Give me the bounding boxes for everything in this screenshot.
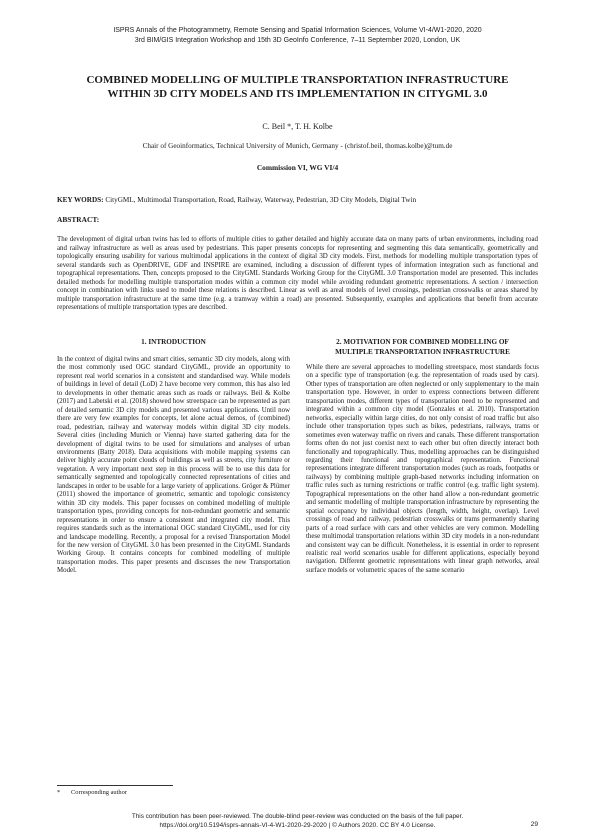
footnote-divider <box>57 785 173 786</box>
header-journal-line: ISPRS Annals of the Photogrammetry, Remote Sensing and Spatial Information Sciences, Volume VI-4/W1-2020, 2020 <box>113 27 482 34</box>
left-column <box>57 338 290 576</box>
keywords-label: KEY WORDS: <box>57 196 104 204</box>
footnote-marker: * <box>57 789 61 796</box>
abstract-text: The development of digital urban twins has led to efforts of multiple cities to gather detailed and highly accurate data on many parts of urban environments, including road and railway infrastructure as well as areas used by pedestrians. This paper presents concepts for representing and segmenting this data semantically, geometrically and topologically ensuring usability for various multimodal applications in the context of digital 3D city models. First, methods for modelling multiple transportation types of several standards such as OpenDRIVE, GDF and INSPIRE are examined, including a discussion of different types of information integration such as functional and topographical representations. Then, concepts proposed to the CityGML Standards Working Group for the CityGML 3.0 Transportation model are presented. This includes detailed methods for modelling multiple transportation modes within a common city model while avoiding redundant geometric representations. A section / intersection concept in combination with links used to model these relations is described. Linear as well as areal models of level crossings, pedestrian crosswalks or areas shared by multiple transportation infrastructure at the same time (e.g. a tramway within a road) are presented. Subsequently, examples and applications that benefit from accurate representations of multiple transportation types are described. <box>57 236 538 311</box>
right-column <box>306 338 539 575</box>
header-conference-line: 3rd BIM/GIS Integration Workshop and 15th 3D GeoInfo Conference, 7–11 September 2020, London, UK <box>134 36 461 44</box>
footer-doi-license: https://doi.org/10.5194/isprs-annals-VI-4-W1-2020-29-2020 | © Authors 2020. CC BY 4.0 License. <box>159 821 436 829</box>
section-2-heading-line-1: 2. MOTIVATION FOR COMBINED MODELLING OF <box>336 338 509 346</box>
keywords <box>57 196 542 205</box>
abstract-heading: ABSTRACT: <box>57 215 100 224</box>
commission: Commission VI, WG VI/4 <box>256 163 339 172</box>
section-2-heading-line-2: MULTIPLE TRANSPORTATION INFRASTRUCTURE <box>335 347 510 356</box>
footer-review-note: This contribution has been peer-reviewed. The double-blind peer-review was conducted on the basis of the full paper. <box>131 813 464 820</box>
footnote-text: Corresponding author <box>71 789 127 796</box>
affiliation: Chair of Geoinformatics, Technical University of Munich, Germany - (christof.beil, thomas.kolbe)@tum.de <box>142 142 453 150</box>
page-number: 29 <box>530 821 538 828</box>
running-header <box>40 26 555 45</box>
title-line-2: WITHIN 3D CITY MODELS AND ITS IMPLEMENTATION IN CITYGML 3.0 <box>107 88 488 100</box>
page-footer <box>40 813 555 830</box>
section-2-body: While there are several approaches to modelling streetspace, most standards focus on a specific type of transportation (e.g. the representation of roads used by cars). Other types of transportation are often neglected or only supplementary to the main transportation type. However, in order to express connections between different transportation modes, different types of transportation need to be represented and integrated within a common city model (Gonzales et al. 2010). Transportation networks, especially within large cities, do not only consist of road traffic but also include other transportation types such as bikes, pedestrians, railways, trams or sometimes even waterway traffic on rivers and canals. These different transportation forms often do not just coexist next to each other but often directly interact both functionally and topographically. Thus, modelling approaches can be distinguished regarding their functional and topographical representation. Functional representations integrate different transportation modes (such as roads, footpaths or railways) by combining multiple graph-based networks including information on traffic rules such as turning restrictions or traffic control (e.g. traffic light system). Topographical representations on the other hand allow a non-redundant geometric and semantic modelling of multiple transportation infrastructure by representing the spatial occupancy by individual objects (length, width, height, overlap). Level crossings of road and railway, pedestrian crosswalks or trams permanently sharing parts of a road surface with cars and other vehicles are very common. Modelling these multimodal transportation relations within 3D city models in a non-redundant and consistent way can be difficult. Nonetheless, it is essential in order to represent realistic real world scenarios usable for different applications, especially beyond navigation. Different geometric representations with linear graph networks, areal surface models or volumetric spaces of the same scenario <box>306 364 539 574</box>
section-2-heading <box>306 338 539 357</box>
author-list: C. Beil *, T. H. Kolbe <box>262 122 333 131</box>
title-line-1: COMBINED MODELLING OF MULTIPLE TRANSPORTATION INFRASTRUCTURE <box>86 74 509 86</box>
section-1-heading: 1. INTRODUCTION <box>141 338 206 346</box>
section-1-body: In the context of digital twins and smart cities, semantic 3D city models, along with the most commonly used OGC standard CityGML, provide an opportunity to represent real world scenarios in a consistent and standardised way. While models of buildings in level of detail (LoD) 2 have become very common, this has also led to developments in other thematic areas such as roads or railways. Beil & Kolbe (2017) and Labetski et al. (2018) showed how streetspace can be represented as part of detailed semantic 3D city models and presented various applications. Until now there are very few examples for concepts, let alone actual demos, of (combined) road, pedestrian, railway and waterway models within digital 3D city models. Several cities (including Munich or Vienna) have started gathering data for the development of digital twins to be used for simulations and analyses of urban environments (Batty 2018). Data acquisitions with mobile mapping systems can deliver highly accurate point clouds of buildings as well as streets, city furniture or vegetation. A very important next step in this process will be to use this data for semantically segmented and topologically connected representations of cities and landscapes in order to be usable for a large variety of applications. Gröger & Plümer (2011) showed the importance of geometric, semantic and topologic consistency within 3D city models. This paper focusses on combined modelling of multiple transportation types, providing concepts for non-redundant geometric and semantic representations in order to ensure a consistent and integrated city model. This requires standards such as the international OGC standard CityGML, used for city and landscape modelling. Recently, a proposal for a revised Transportation Model for the new version of CityGML 3.0 has been presented in the CityGML Standards Working Group. It contains concepts for combined modelling of multiple transportation modes. This paper presents and discusses the new Transportation Model. <box>57 356 290 575</box>
keywords-text: CityGML, Multimodal Transportation, Road, Railway, Waterway, Pedestrian, 3D City Models, Digital Twin <box>105 196 417 204</box>
footnote <box>57 789 127 797</box>
paper-title <box>40 73 555 101</box>
